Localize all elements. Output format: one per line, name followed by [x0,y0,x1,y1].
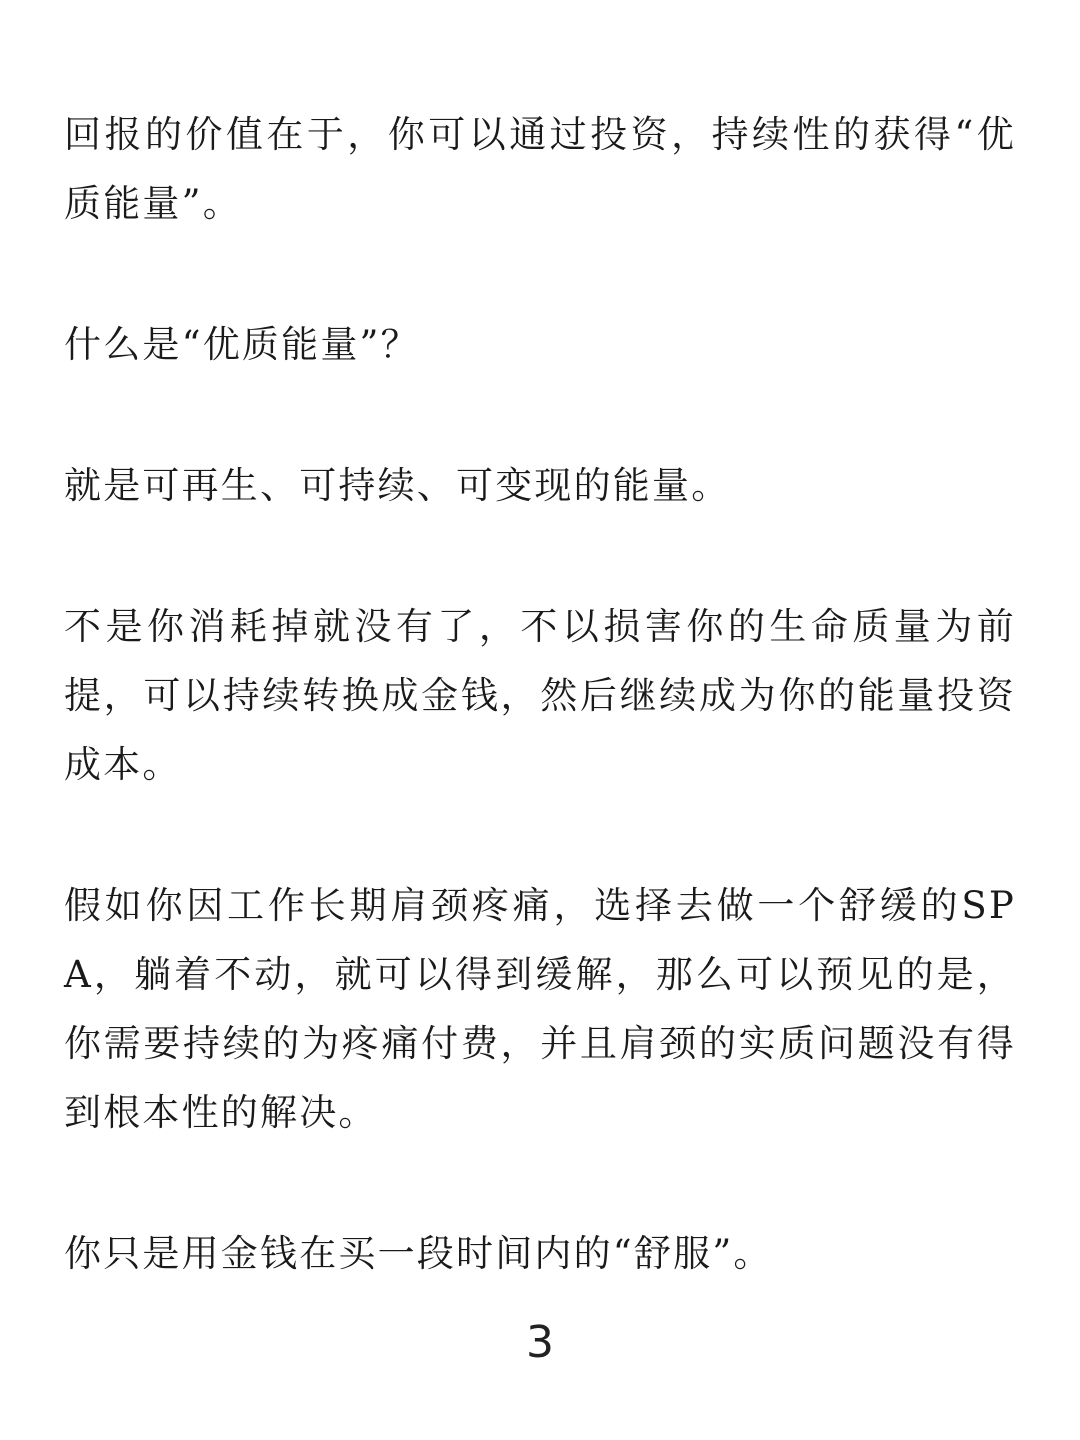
paragraph-energy-explanation: 不是你消耗掉就没有了，不以损害你的生命质量为前提，可以持续转换成金钱，然后继续成为你的能量投资成本。 [64,605,1016,786]
paragraph-value-of-return: 回报的价值在于，你可以通过投资，持续性的获得“优质能量”。 [64,113,1016,225]
paragraph-question-quality-energy: 什么是“优质能量”？ [64,323,420,366]
page-number: 3 [526,1317,554,1368]
article-body [64,100,1016,1288]
paragraph-buying-comfort: 你只是用金钱在买一段时间内的“舒服”。 [64,1232,773,1275]
paragraph-spa-example: 假如你因工作长期肩颈疼痛，选择去做一个舒缓的SPA，躺着不动，就可以得到缓解，那么可以预见的是，你需要持续的为疼痛付费，并且肩颈的实质问题没有得到根本性的解决。 [64,884,1016,1134]
paragraph-definition-energy: 就是可再生、可持续、可变现的能量。 [64,464,731,507]
